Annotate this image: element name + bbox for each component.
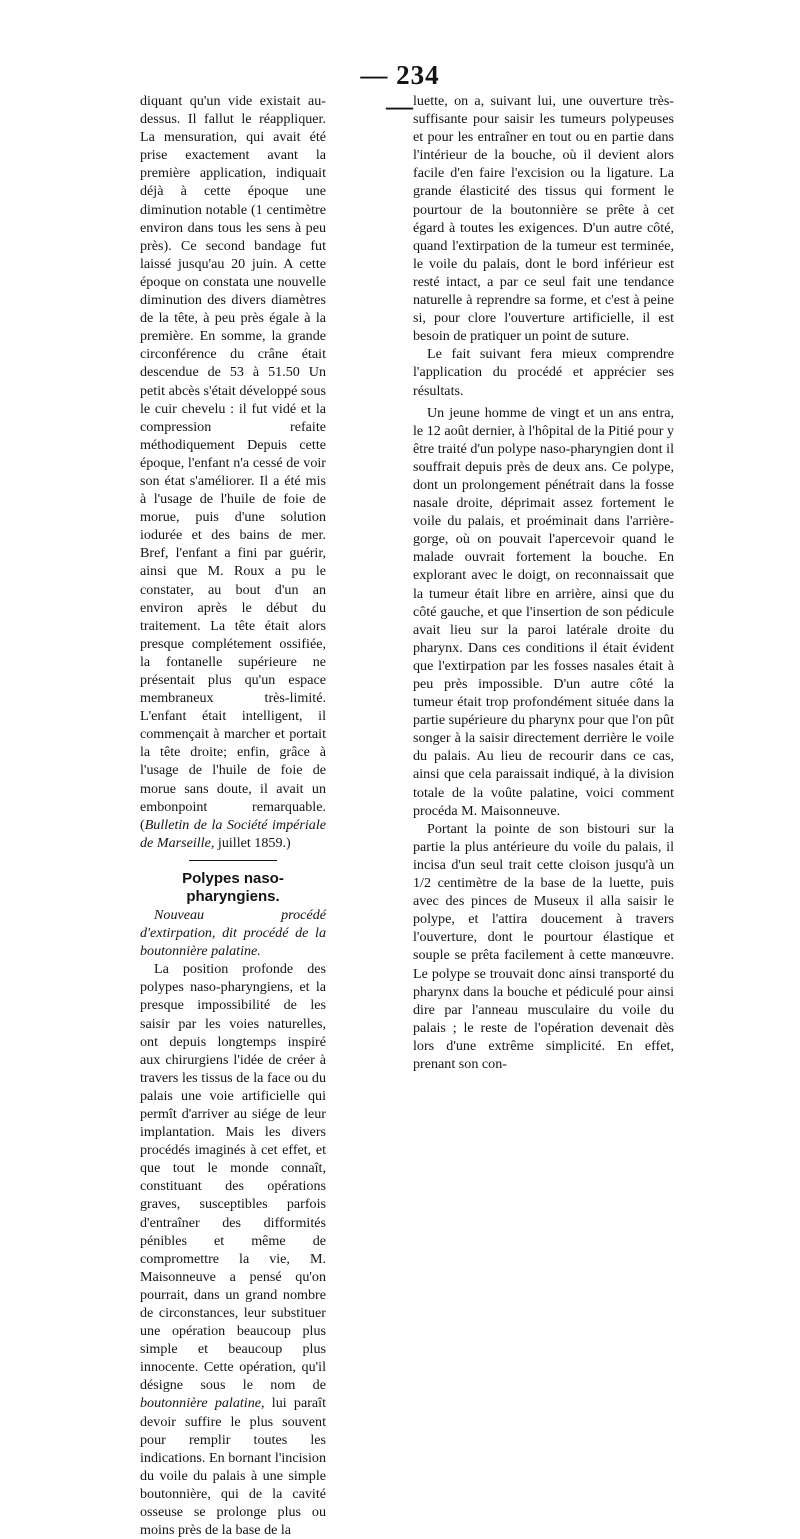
paragraph-case-end: [140, 92, 326, 852]
case-text: diquant qu'un vide existait au-dessus. Il fallut le réappliquer. La mensuration, qui avait été prise exactement avant la première application, indiquait déjà à cette époque une diminution notable (1 centimètre environ dans tous les sens à peu près). Ce second bandage fut laissé jusqu'au 20 juin. A cette époque on constata une nouvelle diminution des divers diamètres de la tête, à peu près égale à la première. En somme, la grande circonférence du crâne était descendue de 53 à 51.50 Un petit abcès s'était développé sous le cuir chevelu : il fut vidé et la compression refaite méthodiquement Depuis cette époque, l'enfant n'a cessé de voir son état s'améliorer. Il a été mis à l'usage de l'huile de foie de morue, puis d'une solution iodurée et des bains de mer. Bref, l'enfant a fini par guérir, ainsi que M. Roux a pu le constater, au bout d'un an environ après le début du traitement. La tête était alors presque complétement ossifiée, la fontanelle supérieure ne présentait plus qu'un espace membraneux très-limité. L'enfant était intelligent, il commençait à marcher et portait la tête droite; enfin, grâce à l'usage de l'huile de foie de morue sans doute, il avait un embonpoint remarquable. (: [140, 93, 326, 833]
left-column: [140, 92, 326, 1539]
paragraph-operation: Portant la pointe de son bistouri sur la partie la plus antérieure du voile du palais, il incisa d'un seul trait cette cloison jusqu'à un 1/2 centimètre de la base de la luette, puis avec des pinces de Museux il alla saisir le polype, et l'attira doucement à travers l'ouverture, dont le pourtour élastique et souple se prêta facilement à cette manœuvre. Le polype se trouvait donc ainsi transporté du pharynx dans la bouche et pédiculé pour ainsi dire par l'anneau musculaire du voile du palais ; le reste de l'opération devenait dès lors d'une extrême simplicité. En effet, prenant son con-: [413, 820, 674, 1072]
section-title: Polypes naso-pharyngiens.: [182, 869, 284, 905]
section-subtitle: Nouveau procédé d'extirpation, dit procédé de la boutonnière palatine.: [140, 906, 326, 960]
section-divider: [189, 860, 277, 861]
paragraph-fait-suivant: Le fait suivant fera mieux comprendre l'application du procédé et apprécier ses résultats.: [413, 346, 674, 399]
term-boutonniere: boutonnière palatine: [140, 1395, 262, 1412]
paragraph-case: Un jeune homme de vingt et un ans entra, le 12 août dernier, à l'hôpital de la Pitié pour y être traité d'un polype naso-pharyngien dont il souffrait depuis près de deux ans. Ce polype, dont un prolongement pénétrait dans la fosse nasale droite, déprimait assez fortement le voile du palais, et proéminait dans l'arrière-gorge, où on pouvait l'apercevoir quand le malade ouvrait fortement la bouche. En explorant avec le doigt, on reconnaissait que la tumeur était libre en arrière, ainsi que du côté gauche, et que l'insertion de son pédicule avait lieu sur la paroi latérale droite du pharynx. Dans ces conditions il était évident que l'extirpation par les fosses nasales était à peu près impossible. D'un autre côté la tumeur était trop profondément située dans la partie supérieure du pharynx pour que l'on pût songer à la saisir directement derrière le voile du palais. Au lieu de recourir dans ce cas, ainsi que cela paraissait indiqué, à la division totale de la voûte palatine, voici comment procéda M. Maisonneuve.: [413, 404, 674, 819]
page-number: — 234 —: [360, 60, 440, 121]
intro-text-end: , lui paraît devoir suffire le plus souvent pour remplir toutes les indications. En bornant l'incision du voile du palais à une simple boutonnière, qui de la cavité osseuse se prolonge plus ou moins près de la base de la: [140, 1395, 326, 1539]
paragraph-intro: [140, 960, 326, 1539]
intro-text: La position profonde des polypes naso-pharyngiens, et la presque impossibilité de les saisir par les voies naturelles, ont depuis longtemps inspiré aux chirurgiens l'idée de créer à travers les tissus de la face ou du palais une voie artificielle qui permît d'arriver au siége de leur implantation. Mais les divers procédés imaginés à cet effet, et que tout le monde connaît, constituant des opérations graves, susceptibles parfois d'entraîner des difformités pénibles et même de compromettre la vie, M. Maisonneuve a pensé qu'on pourrait, dans un grand nombre de circonstances, leur substituer une opération beaucoup plus simple et beaucoup plus innocente. Cette opération, qu'il désigne sous le nom de: [140, 961, 326, 1394]
citation-date: juillet 1859.): [214, 834, 291, 851]
right-column: [413, 92, 674, 1073]
citation-journal: Bulletin de la Société impériale de Marseille,: [140, 816, 326, 851]
paragraph-continuation: luette, on a, suivant lui, une ouverture très-suffisante pour saisir les tumeurs polypeuses et pour les entraîner en tout ou en partie dans l'intérieur de la bouche, où il devient alors facile d'en faire l'excision ou la ligature. La grande élasticité des tissus qui forment le pourtour de la boutonnière se prête à cet égard à toutes les exigences. D'un autre côté, quand l'extirpation de la tumeur est terminée, le voile du palais, dont le bord inférieur est resté intact, a par ce seul fait une tendance naturelle à reprendre sa forme, et c'est à peine si, pour clore l'ouverture artificielle, il est besoin de pratiquer un point de suture.: [413, 93, 674, 345]
